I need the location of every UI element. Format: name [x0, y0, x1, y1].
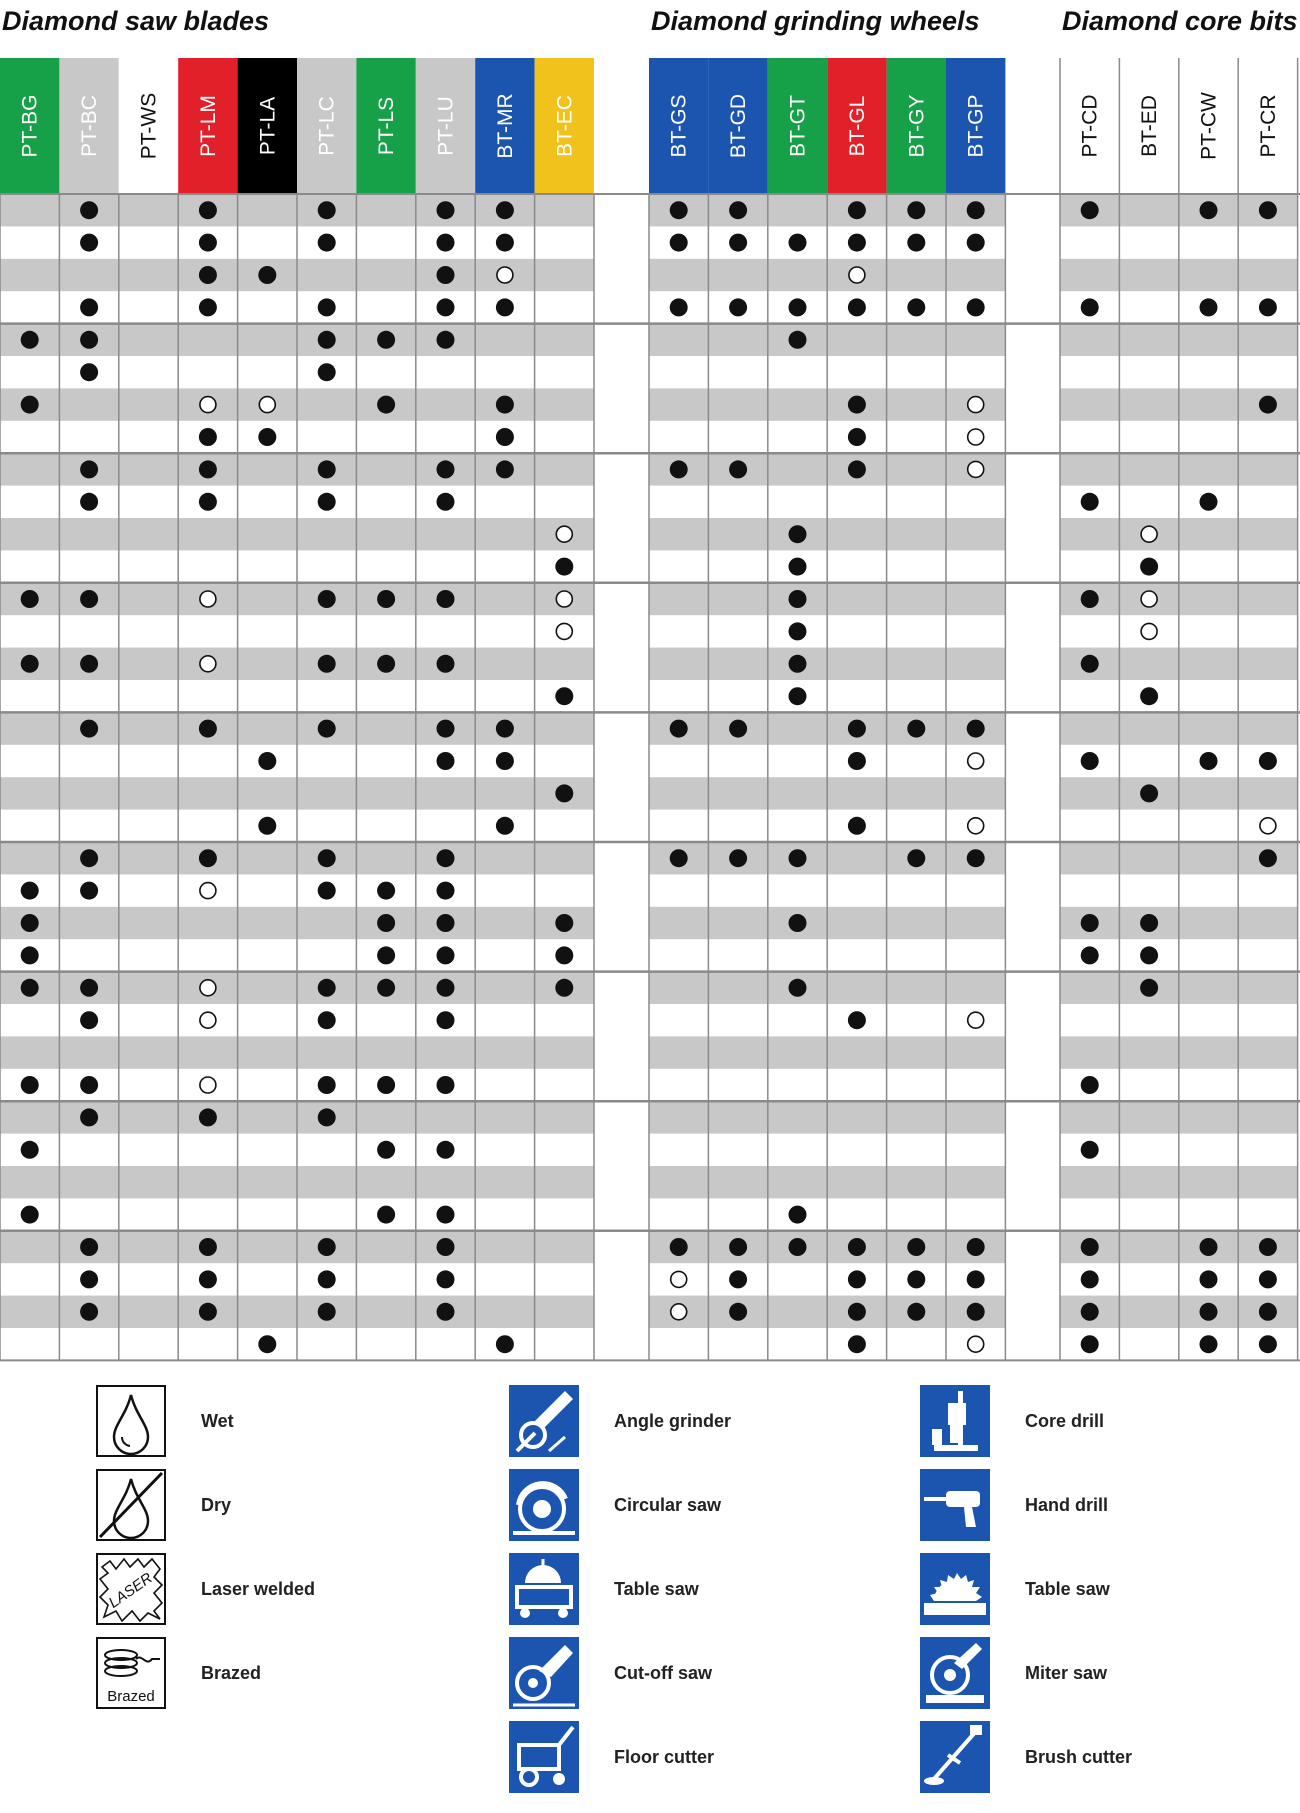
- filled-dot: [21, 946, 39, 964]
- filled-dot: [318, 1108, 336, 1126]
- filled-dot: [729, 201, 747, 219]
- filled-dot: [848, 752, 866, 770]
- filled-dot: [789, 1206, 807, 1224]
- filled-dot: [1081, 201, 1099, 219]
- filled-dot: [318, 849, 336, 867]
- filled-dot: [377, 1206, 395, 1224]
- filled-dot: [1140, 558, 1158, 576]
- filled-dot: [789, 687, 807, 705]
- filled-dot: [437, 946, 455, 964]
- filled-dot: [789, 590, 807, 608]
- filled-dot: [21, 331, 39, 349]
- filled-dot: [80, 460, 98, 478]
- filled-dot: [848, 201, 866, 219]
- filled-dot: [789, 655, 807, 673]
- filled-dot: [437, 331, 455, 349]
- filled-dot: [377, 882, 395, 900]
- open-circle: [200, 591, 216, 607]
- filled-dot: [318, 493, 336, 511]
- filled-dot: [729, 1270, 747, 1288]
- filled-dot: [258, 752, 276, 770]
- filled-dot: [80, 1303, 98, 1321]
- column-label: BT-ED: [1138, 95, 1162, 157]
- filled-dot: [318, 720, 336, 738]
- filled-dot: [967, 849, 985, 867]
- filled-dot: [1259, 752, 1277, 770]
- filled-dot: [437, 298, 455, 316]
- column-label: BT-MR: [493, 93, 517, 159]
- legend-label: Brush cutter: [1025, 1747, 1133, 1767]
- legend-label: Laser welded: [201, 1579, 316, 1599]
- filled-dot: [1259, 298, 1277, 316]
- column-label: BT-GY: [905, 94, 929, 158]
- filled-dot: [80, 1270, 98, 1288]
- open-circle: [200, 883, 216, 899]
- dry-icon: [96, 1469, 166, 1541]
- section-title-saw-blades: Diamond saw blades: [2, 6, 270, 36]
- filled-dot: [789, 558, 807, 576]
- open-circle: [968, 397, 984, 413]
- filled-dot: [377, 1076, 395, 1094]
- filled-dot: [789, 234, 807, 252]
- filled-dot: [729, 1303, 747, 1321]
- filled-dot: [496, 234, 514, 252]
- filled-dot: [80, 590, 98, 608]
- filled-dot: [258, 428, 276, 446]
- filled-dot: [437, 1270, 455, 1288]
- filled-dot: [1140, 914, 1158, 932]
- filled-dot: [1259, 1335, 1277, 1353]
- circular-saw-icon: [509, 1469, 579, 1541]
- filled-dot: [318, 590, 336, 608]
- filled-dot: [437, 1011, 455, 1029]
- filled-dot: [1081, 1076, 1099, 1094]
- filled-dot: [848, 1238, 866, 1256]
- open-circle: [556, 591, 572, 607]
- filled-dot: [907, 720, 925, 738]
- filled-dot: [670, 298, 688, 316]
- filled-dot: [496, 460, 514, 478]
- filled-dot: [437, 1076, 455, 1094]
- filled-dot: [437, 460, 455, 478]
- filled-dot: [199, 1303, 217, 1321]
- open-circle: [968, 818, 984, 834]
- filled-dot: [21, 655, 39, 673]
- filled-dot: [437, 1141, 455, 1159]
- filled-dot: [967, 1303, 985, 1321]
- legend-label: Dry: [201, 1495, 232, 1515]
- filled-dot: [21, 396, 39, 414]
- filled-dot: [437, 234, 455, 252]
- open-circle: [200, 397, 216, 413]
- column-label: PT-BG: [18, 94, 42, 158]
- filled-dot: [789, 914, 807, 932]
- filled-dot: [318, 882, 336, 900]
- filled-dot: [848, 1011, 866, 1029]
- column-label: PT-LC: [315, 96, 339, 156]
- filled-dot: [1081, 1335, 1099, 1353]
- open-circle: [497, 267, 513, 283]
- filled-dot: [1259, 1270, 1277, 1288]
- filled-dot: [21, 1076, 39, 1094]
- filled-dot: [729, 720, 747, 738]
- filled-dot: [848, 1335, 866, 1353]
- filled-dot: [848, 1270, 866, 1288]
- filled-dot: [199, 849, 217, 867]
- filled-dot: [377, 590, 395, 608]
- filled-dot: [377, 396, 395, 414]
- filled-dot: [199, 720, 217, 738]
- filled-dot: [437, 590, 455, 608]
- filled-dot: [789, 331, 807, 349]
- filled-dot: [437, 1303, 455, 1321]
- open-circle: [200, 980, 216, 996]
- filled-dot: [80, 720, 98, 738]
- filled-dot: [1081, 1238, 1099, 1256]
- filled-dot: [1259, 1303, 1277, 1321]
- filled-dot: [437, 493, 455, 511]
- filled-dot: [21, 590, 39, 608]
- column-label: PT-CR: [1256, 94, 1280, 158]
- filled-dot: [1140, 687, 1158, 705]
- open-circle: [968, 1336, 984, 1352]
- filled-dot: [21, 979, 39, 997]
- column-label: PT-BC: [78, 95, 102, 157]
- filled-dot: [496, 817, 514, 835]
- open-circle: [556, 623, 572, 639]
- open-circle: [200, 1012, 216, 1028]
- filled-dot: [670, 1238, 688, 1256]
- filled-dot: [318, 363, 336, 381]
- laser-welded-icon: [96, 1553, 166, 1625]
- filled-dot: [1259, 849, 1277, 867]
- filled-dot: [670, 234, 688, 252]
- filled-dot: [318, 298, 336, 316]
- filled-dot: [496, 428, 514, 446]
- filled-dot: [1081, 1303, 1099, 1321]
- column-label: PT-LM: [196, 95, 220, 157]
- filled-dot: [848, 298, 866, 316]
- column-label: PT-LS: [375, 96, 399, 156]
- filled-dot: [967, 201, 985, 219]
- filled-dot: [318, 655, 336, 673]
- legend-label: Cut-off saw: [614, 1663, 712, 1683]
- column-label: BT-GD: [727, 93, 751, 159]
- filled-dot: [1140, 946, 1158, 964]
- open-circle: [1141, 623, 1157, 639]
- filled-dot: [1200, 493, 1218, 511]
- column-label: BT-GL: [845, 95, 869, 157]
- angle-grinder-icon: [509, 1385, 579, 1457]
- filled-dot: [555, 687, 573, 705]
- open-circle: [1260, 818, 1276, 834]
- filled-dot: [80, 1011, 98, 1029]
- filled-dot: [437, 882, 455, 900]
- filled-dot: [1259, 201, 1277, 219]
- filled-dot: [437, 655, 455, 673]
- legend-label: Hand drill: [1025, 1495, 1109, 1515]
- column-label: BT-EC: [553, 95, 577, 157]
- filled-dot: [555, 914, 573, 932]
- cut-off-saw-icon: [509, 1637, 579, 1709]
- filled-dot: [967, 1270, 985, 1288]
- brazed-icon: [96, 1637, 166, 1709]
- section-title-core-bits: Diamond core bits: [1062, 6, 1298, 36]
- open-circle: [671, 1304, 687, 1320]
- miter-saw-icon: [920, 1637, 990, 1709]
- core-drill-icon: [920, 1385, 990, 1457]
- filled-dot: [1081, 655, 1099, 673]
- filled-dot: [555, 979, 573, 997]
- filled-dot: [1200, 752, 1218, 770]
- column-label: PT-CW: [1197, 92, 1221, 160]
- filled-dot: [21, 1206, 39, 1224]
- filled-dot: [80, 979, 98, 997]
- filled-dot: [848, 396, 866, 414]
- filled-dot: [1200, 1335, 1218, 1353]
- hand-drill-icon: [920, 1469, 990, 1541]
- filled-dot: [907, 1270, 925, 1288]
- filled-dot: [848, 460, 866, 478]
- filled-dot: [318, 979, 336, 997]
- filled-dot: [670, 201, 688, 219]
- filled-dot: [377, 979, 395, 997]
- filled-dot: [437, 266, 455, 284]
- column-label: PT-LU: [434, 96, 458, 156]
- filled-dot: [318, 331, 336, 349]
- wet-icon: [96, 1385, 166, 1457]
- filled-dot: [848, 428, 866, 446]
- svg-text:Brazed: Brazed: [107, 1688, 155, 1705]
- compatibility-matrix: [0, 58, 1300, 1368]
- filled-dot: [80, 331, 98, 349]
- filled-dot: [907, 849, 925, 867]
- table-saw-icon: [509, 1553, 579, 1625]
- section-title-grinding-wheels: Diamond grinding wheels: [651, 6, 980, 36]
- open-circle: [968, 461, 984, 477]
- filled-dot: [437, 1238, 455, 1256]
- filled-dot: [1200, 298, 1218, 316]
- filled-dot: [907, 234, 925, 252]
- filled-dot: [907, 1303, 925, 1321]
- filled-dot: [377, 946, 395, 964]
- open-circle: [200, 656, 216, 672]
- column-label: PT-CD: [1078, 94, 1102, 158]
- floor-cutter-icon: [509, 1721, 579, 1793]
- filled-dot: [199, 428, 217, 446]
- filled-dot: [1081, 946, 1099, 964]
- filled-dot: [199, 493, 217, 511]
- filled-dot: [1081, 1270, 1099, 1288]
- filled-dot: [729, 460, 747, 478]
- filled-dot: [848, 720, 866, 738]
- column-label: BT-GP: [964, 94, 988, 158]
- filled-dot: [1200, 1270, 1218, 1288]
- filled-dot: [789, 979, 807, 997]
- filled-dot: [318, 460, 336, 478]
- filled-dot: [437, 914, 455, 932]
- open-circle: [968, 753, 984, 769]
- legend-label: Table saw: [1025, 1579, 1110, 1599]
- filled-dot: [199, 201, 217, 219]
- filled-dot: [967, 298, 985, 316]
- filled-dot: [907, 201, 925, 219]
- table-saw-2-icon: [920, 1553, 990, 1625]
- filled-dot: [80, 655, 98, 673]
- legend-label: Miter saw: [1025, 1663, 1108, 1683]
- legend-label: Circular saw: [614, 1495, 722, 1515]
- filled-dot: [848, 817, 866, 835]
- filled-dot: [377, 1141, 395, 1159]
- filled-dot: [21, 882, 39, 900]
- legend-label: Floor cutter: [614, 1747, 715, 1767]
- filled-dot: [318, 1011, 336, 1029]
- filled-dot: [199, 460, 217, 478]
- filled-dot: [80, 363, 98, 381]
- column-label: PT-LA: [256, 96, 280, 156]
- open-circle: [556, 526, 572, 542]
- filled-dot: [80, 882, 98, 900]
- legend-label: Wet: [201, 1411, 234, 1431]
- filled-dot: [1259, 1238, 1277, 1256]
- legend-label: Core drill: [1025, 1411, 1105, 1431]
- open-circle: [671, 1271, 687, 1287]
- filled-dot: [496, 752, 514, 770]
- filled-dot: [967, 720, 985, 738]
- filled-dot: [1259, 396, 1277, 414]
- open-circle: [259, 397, 275, 413]
- filled-dot: [729, 298, 747, 316]
- filled-dot: [1140, 979, 1158, 997]
- filled-dot: [907, 1238, 925, 1256]
- open-circle: [968, 429, 984, 445]
- filled-dot: [80, 1238, 98, 1256]
- filled-dot: [907, 298, 925, 316]
- filled-dot: [437, 720, 455, 738]
- filled-dot: [318, 1076, 336, 1094]
- filled-dot: [258, 817, 276, 835]
- open-circle: [968, 1012, 984, 1028]
- open-circle: [849, 267, 865, 283]
- filled-dot: [199, 266, 217, 284]
- filled-dot: [377, 914, 395, 932]
- filled-dot: [199, 1238, 217, 1256]
- filled-dot: [1200, 1303, 1218, 1321]
- filled-dot: [1140, 784, 1158, 802]
- filled-dot: [437, 752, 455, 770]
- filled-dot: [1081, 914, 1099, 932]
- filled-dot: [729, 849, 747, 867]
- filled-dot: [670, 849, 688, 867]
- filled-dot: [729, 1238, 747, 1256]
- filled-dot: [1081, 590, 1099, 608]
- filled-dot: [21, 914, 39, 932]
- filled-dot: [1200, 1238, 1218, 1256]
- filled-dot: [789, 849, 807, 867]
- filled-dot: [1081, 298, 1099, 316]
- filled-dot: [318, 1270, 336, 1288]
- filled-dot: [80, 1108, 98, 1126]
- column-label: PT-WS: [137, 92, 161, 160]
- filled-dot: [318, 201, 336, 219]
- filled-dot: [967, 234, 985, 252]
- filled-dot: [80, 201, 98, 219]
- filled-dot: [496, 201, 514, 219]
- filled-dot: [21, 1141, 39, 1159]
- filled-dot: [1081, 1141, 1099, 1159]
- filled-dot: [258, 1335, 276, 1353]
- filled-dot: [670, 460, 688, 478]
- filled-dot: [848, 1303, 866, 1321]
- filled-dot: [437, 1206, 455, 1224]
- brush-cutter-icon: [920, 1721, 990, 1793]
- column-label: BT-GS: [667, 94, 691, 158]
- open-circle: [1141, 591, 1157, 607]
- filled-dot: [496, 396, 514, 414]
- filled-dot: [258, 266, 276, 284]
- filled-dot: [496, 720, 514, 738]
- filled-dot: [80, 1076, 98, 1094]
- filled-dot: [967, 1238, 985, 1256]
- column-label: BT-GT: [786, 95, 810, 157]
- filled-dot: [80, 298, 98, 316]
- open-circle: [1141, 526, 1157, 542]
- legend-label: Angle grinder: [614, 1411, 732, 1431]
- filled-dot: [496, 298, 514, 316]
- filled-dot: [789, 622, 807, 640]
- filled-dot: [437, 979, 455, 997]
- filled-dot: [80, 493, 98, 511]
- filled-dot: [496, 1335, 514, 1353]
- filled-dot: [199, 1108, 217, 1126]
- filled-dot: [318, 1303, 336, 1321]
- filled-dot: [789, 525, 807, 543]
- filled-dot: [377, 331, 395, 349]
- filled-dot: [555, 558, 573, 576]
- filled-dot: [1081, 752, 1099, 770]
- filled-dot: [555, 946, 573, 964]
- filled-dot: [729, 234, 747, 252]
- filled-dot: [318, 234, 336, 252]
- filled-dot: [199, 1270, 217, 1288]
- filled-dot: [789, 298, 807, 316]
- filled-dot: [199, 234, 217, 252]
- filled-dot: [80, 849, 98, 867]
- filled-dot: [318, 1238, 336, 1256]
- filled-dot: [1081, 493, 1099, 511]
- svg-text:LASER: LASER: [105, 1569, 156, 1612]
- filled-dot: [377, 655, 395, 673]
- legend-label: Brazed: [201, 1663, 262, 1683]
- filled-dot: [555, 784, 573, 802]
- filled-dot: [199, 298, 217, 316]
- filled-dot: [437, 201, 455, 219]
- legend-label: Table saw: [614, 1579, 699, 1599]
- filled-dot: [670, 720, 688, 738]
- filled-dot: [1200, 201, 1218, 219]
- open-circle: [200, 1077, 216, 1093]
- filled-dot: [848, 234, 866, 252]
- filled-dot: [437, 849, 455, 867]
- filled-dot: [789, 1238, 807, 1256]
- filled-dot: [80, 234, 98, 252]
